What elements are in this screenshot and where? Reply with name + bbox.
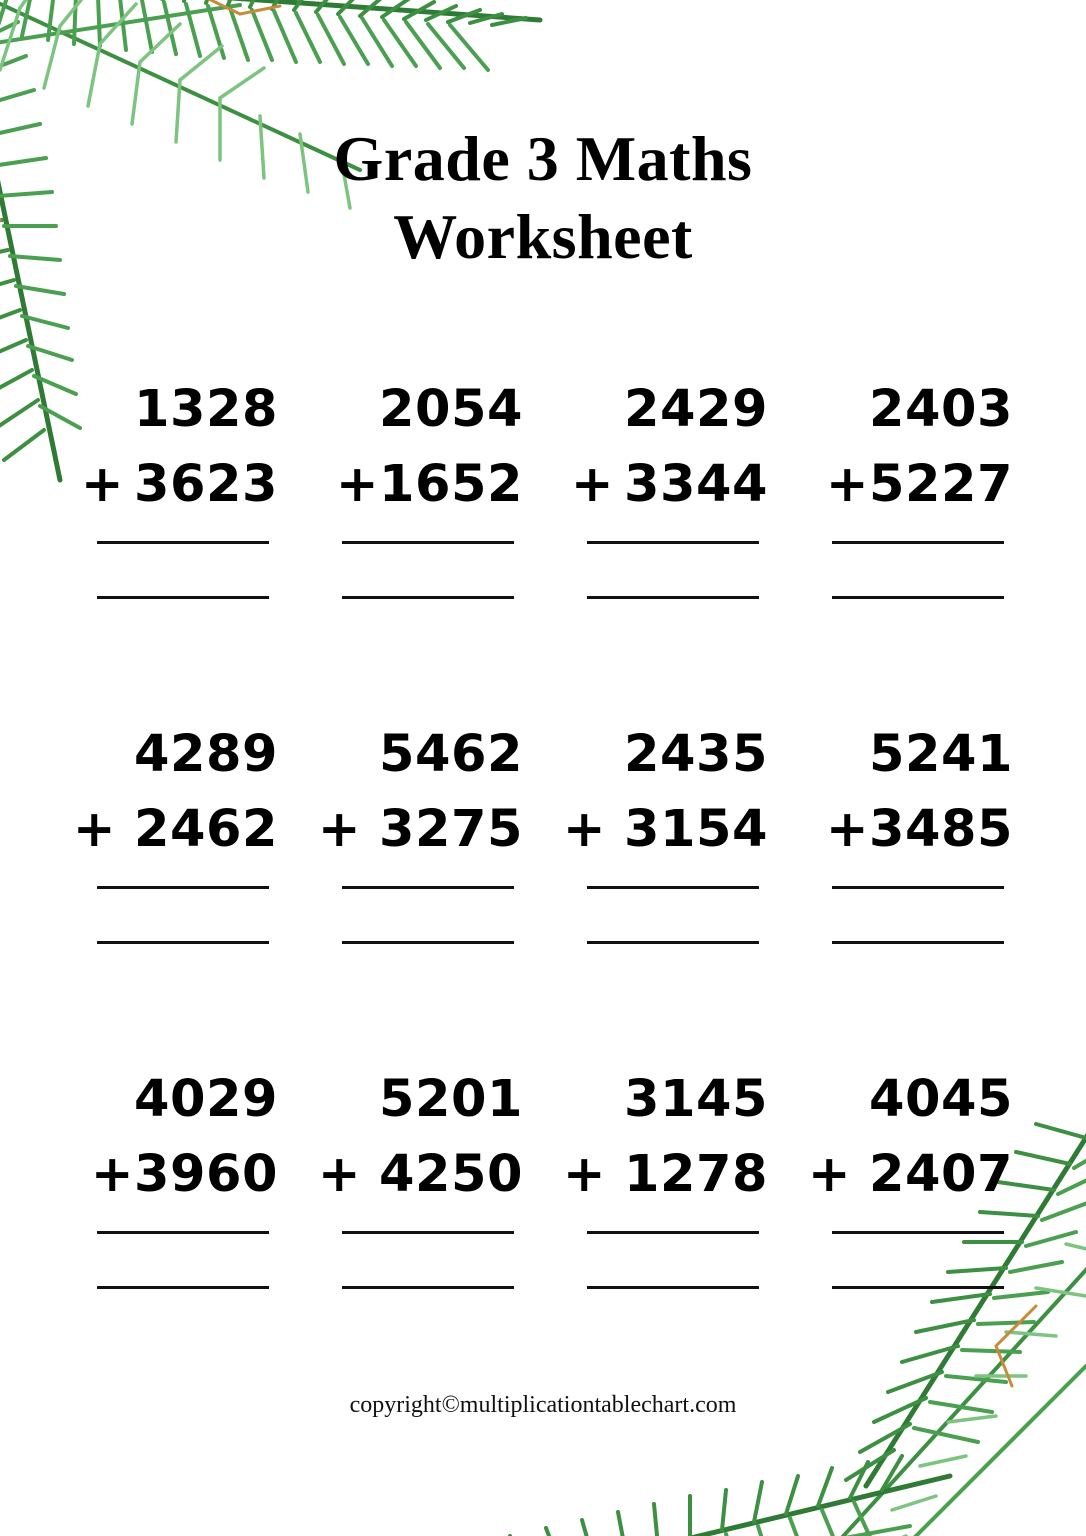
answer-line-top bbox=[587, 1231, 759, 1234]
answer-line-top bbox=[97, 541, 269, 544]
plus-operator: + bbox=[317, 800, 362, 860]
copyright-notice: copyright©multiplicationtablechart.com bbox=[349, 1392, 737, 1418]
problem-3 bbox=[550, 372, 795, 717]
problem-6 bbox=[305, 717, 550, 1062]
addend-top: 4029 bbox=[134, 1070, 278, 1129]
addend-bottom: 5227 bbox=[869, 455, 1013, 515]
addend-bottom: 3275 bbox=[379, 800, 523, 860]
addend-top: 2403 bbox=[869, 380, 1013, 439]
addend-top: 5201 bbox=[379, 1070, 523, 1129]
problem-4 bbox=[795, 372, 1040, 717]
plus-operator: + bbox=[72, 800, 117, 860]
addend-bottom-row bbox=[320, 447, 535, 522]
addend-top: 2054 bbox=[379, 380, 523, 439]
plus-operator: + bbox=[825, 455, 870, 515]
plus-operator: + bbox=[335, 455, 380, 515]
answer-line-bottom bbox=[97, 1286, 269, 1289]
problem-1 bbox=[60, 372, 305, 717]
addend-bottom-row bbox=[317, 792, 535, 867]
answer-line-top bbox=[342, 1231, 514, 1234]
answer-line-top bbox=[587, 541, 759, 544]
answer-line-bottom bbox=[832, 1286, 1004, 1289]
addend-bottom-row bbox=[807, 1137, 1025, 1212]
problem-grid bbox=[60, 372, 1040, 1407]
problem-11 bbox=[550, 1062, 795, 1407]
title-line-1: Grade 3 Maths bbox=[333, 123, 753, 194]
addend-bottom: 2462 bbox=[134, 800, 278, 860]
problem-5 bbox=[60, 717, 305, 1062]
plus-operator: + bbox=[562, 800, 607, 860]
addend-bottom: 3154 bbox=[624, 800, 768, 860]
addend-bottom-row bbox=[75, 447, 290, 522]
addend-bottom: 3344 bbox=[624, 455, 768, 515]
addend-bottom: 2407 bbox=[869, 1145, 1013, 1205]
plus-operator: + bbox=[825, 800, 870, 860]
answer-line-bottom bbox=[97, 596, 269, 599]
answer-line-bottom bbox=[832, 596, 1004, 599]
answer-line-bottom bbox=[587, 1286, 759, 1289]
answer-line-top bbox=[832, 1231, 1004, 1234]
addend-bottom-row bbox=[565, 447, 780, 522]
problem-2 bbox=[305, 372, 550, 717]
addend-top: 2429 bbox=[624, 380, 768, 439]
answer-line-bottom bbox=[587, 596, 759, 599]
problem-7 bbox=[550, 717, 795, 1062]
answer-line-bottom bbox=[832, 941, 1004, 944]
addend-bottom: 3485 bbox=[869, 800, 1013, 860]
problem-9 bbox=[60, 1062, 305, 1407]
answer-line-top bbox=[97, 886, 269, 889]
addend-top: 5462 bbox=[379, 725, 523, 784]
addend-top: 2435 bbox=[624, 725, 768, 784]
answer-line-bottom bbox=[342, 1286, 514, 1289]
answer-line-bottom bbox=[342, 941, 514, 944]
addend-bottom: 1652 bbox=[379, 455, 523, 515]
answer-line-bottom bbox=[342, 596, 514, 599]
problem-8 bbox=[795, 717, 1040, 1062]
addend-bottom: 1278 bbox=[624, 1145, 768, 1205]
addend-top: 1328 bbox=[134, 380, 278, 439]
title-line-2: Worksheet bbox=[393, 201, 693, 273]
addend-bottom-row bbox=[810, 792, 1025, 867]
answer-line-bottom bbox=[587, 941, 759, 944]
answer-line-top bbox=[832, 541, 1004, 544]
answer-line-top bbox=[342, 541, 514, 544]
answer-line-top bbox=[832, 886, 1004, 889]
addend-bottom-row bbox=[562, 792, 780, 867]
plus-operator: + bbox=[562, 1145, 607, 1205]
addend-top: 3145 bbox=[624, 1070, 768, 1129]
addend-bottom-row bbox=[72, 792, 290, 867]
plus-operator: + bbox=[80, 455, 125, 515]
problem-10 bbox=[305, 1062, 550, 1407]
addend-bottom-row bbox=[810, 447, 1025, 522]
answer-line-top bbox=[342, 886, 514, 889]
addend-top: 4045 bbox=[869, 1070, 1013, 1129]
answer-line-top bbox=[97, 1231, 269, 1234]
plus-operator: + bbox=[90, 1145, 135, 1205]
plus-operator: + bbox=[317, 1145, 362, 1205]
addend-bottom-row bbox=[317, 1137, 535, 1212]
addend-top: 4289 bbox=[134, 725, 278, 784]
answer-line-bottom bbox=[97, 941, 269, 944]
answer-line-top bbox=[587, 886, 759, 889]
addend-bottom: 3960 bbox=[134, 1145, 278, 1205]
addend-bottom-row bbox=[562, 1137, 780, 1212]
addend-bottom: 4250 bbox=[379, 1145, 523, 1205]
problem-12 bbox=[795, 1062, 1040, 1407]
plus-operator: + bbox=[570, 455, 615, 515]
addend-top: 5241 bbox=[869, 725, 1013, 784]
addend-bottom: 3623 bbox=[134, 455, 278, 515]
addend-bottom-row bbox=[75, 1137, 290, 1212]
plus-operator: + bbox=[807, 1145, 852, 1205]
page-title bbox=[0, 120, 1086, 276]
